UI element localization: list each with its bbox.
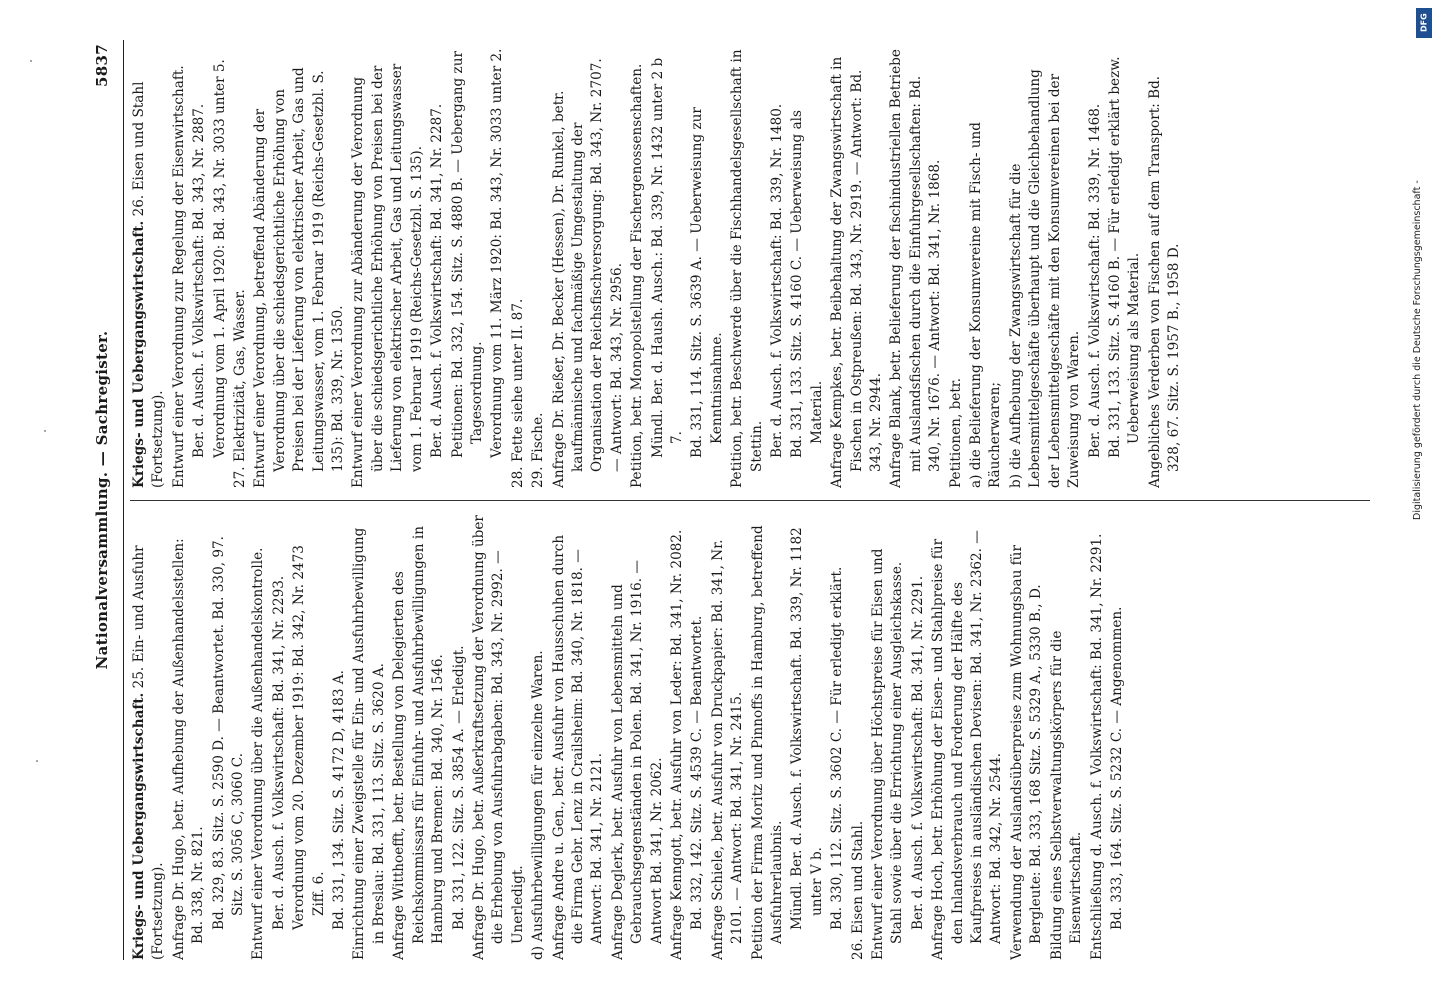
left-entry: Anfrage Dr. Hugo, betr. Aufhebung der Außenhandelsstellen: Bd. 338, Nr. 821. [170,538,207,960]
right-entry: Anfrage Blank, betr. Belieferung der fischindustriellen Betriebe mit Auslandsfischen durch die Einfuhrgesellschaften: Bd. 340, Nr. 1676. — Antwort: Bd. 341, Nr. 1868. [888,49,944,488]
right-entry: Verordnung vom 1. April 1920: Bd. 343, Nr. 3033 unter 5. [211,59,228,458]
right-entry: a) die Belieferung der Konsumvereine mit Fisch- und Räucherwaren; [968,122,1004,488]
left-heading-bold: Kriegs- und Uebergangswirtschaft. [131,692,147,960]
scan-speck [44,430,46,432]
left-column-heading [130,515,169,960]
left-entry: d) Ausfuhrbewilligungen für einzelne Waren. [530,650,547,960]
left-entry: Anfrage Hoch, betr. Erhöhung der Eisen- und Stahlpreise für den Inlandsverbrauch und Forderung der Hälfte des Kaufpreises in ausländischen Devisen: Bd. 341, Nr. 2362. — Antwort: Bd. 342, Nr. 2544. [930,530,1005,960]
right-entry: Entwurf einer Verordnung zur Abänderung der Verordnung über die schiedsgerichtliche Erhöhung von Preisen bei der Lieferung von elektrischer Arbeit, Gas und Leitungswasser vom 1. Februar 1919 (Reichs-Gesetzbl. S. 135). [350,63,425,488]
left-entry: Bd. 331, 122. Sitz. S. 3854 A. — Erledigt. [450,645,467,930]
text-columns [130,40,1370,960]
left-entry: 26. Eisen und Stahl. [849,820,866,960]
right-entry: Verordnung vom 11. März 1920: Bd. 343, Nr. 3033 unter 2. [489,48,506,458]
right-entry: Ber. d. Ausch. f. Volkswirtschaft: Bd. 339, Nr. 1480. [769,103,785,458]
funding-note-text: Digitalisierung gefördert durch die Deutsche Forschungsgemeinschaft - [1412,180,1423,520]
left-entries [170,515,1128,960]
right-entry: Bd. 331, 133. Sitz. S. 4160 B. — Für erledigt erklärt bezw. Ueberweisung als Material. [1106,56,1143,458]
right-entry: Entwurf einer Verordnung zur Regelung der Eisenwirtschaft. [170,65,187,488]
left-entry: Anfrage Andre u. Gen., betr. Ausfuhr von Hausschuhen durch die Firma Gebr. Lenz in Crailsheim: Bd. 340, Nr. 1818. — Antwort: Bd. 341, Nr. 2121. [550,534,606,960]
left-entry: Entschließung d. Ausch. f. Volkswirtschaft: Bd. 341, Nr. 2291. [1088,533,1105,960]
running-head [85,40,124,960]
right-entry: Petitionen: Bd. 332, 154. Sitz. S. 4880 B. — Uebergang zur Tagesordnung. [449,51,485,458]
right-entry: 27. Elektrizität, Gas, Wasser. [232,289,249,488]
right-entry: 29. Fische. [530,412,547,488]
right-entry: Bd. 331, 114. Sitz. S. 3639 A. — Ueberweisung zur Kenntnisnahme. [689,107,725,458]
left-entry: Anfrage Schiele, betr. Ausfuhr von Druckpapier: Bd. 341, Nr. 2101. — Antwort: Bd. 341, Nr. 2415. [709,539,746,960]
right-heading-bold: Kriegs- und Uebergangswirtschaft. [131,220,147,488]
left-entry: Bd. 332, 142. Sitz. S. 4539 C. — Beantwortet. [689,615,706,930]
left-entry: Entwurf einer Verordnung über die Außenhandelskontrolle. [250,547,267,960]
left-entry: Bildung eines Selbstverwaltungskörpers für die Eisenwirtschaft. [1048,630,1085,960]
right-entry: Anfrage Kempkes, betr. Beibehaltung der Zwangswirtschaft in Fischen in Ostpreußen: Bd. 343, Nr. 2919. — Antwort: Bd. 343, Nr. 2944. [829,56,885,488]
right-entry: Bd. 331, 133. Sitz. S. 4160 C. — Ueberweisung als Material. [789,109,825,458]
page-title: Nationalversammlung. — Sachregister. [93,330,111,670]
left-entry: Bd. 333, 164. Sitz. S. 5232 C. — Angenommen. [1108,606,1125,930]
page-number: 5837 [93,44,111,87]
left-entry: Petition der Firma Moritz und Pinnoffs in Hamburg, betreffend Ausfuhrerlaubnis. [749,525,785,960]
left-entry: Verordnung vom 20. Dezember 1919: Bd. 342, Nr. 2473 Ziff. 6. [291,545,327,930]
left-entry: Anfrage Deglerk, betr. Ausfuhr von Lebensmitteln und Gebrauchsgegenständen in Polen. Bd. 341, Nr. 1916. — Antwort Bd. 341, Nr. 2062. [609,560,665,960]
right-entry: 28. Fette siehe unter II. 87. [509,298,526,488]
right-entry: Petitionen, betr. [947,377,964,488]
left-entry: Anfrage Dr. Hugo, betr. Außerkraftsetzung der Verordnung über die Erhebung von Ausfuhrabgaben: Bd. 343, Nr. 2992. — Unerledigt. [470,515,526,960]
scan-speck [36,760,38,762]
right-entry: Petition, betr. Beschwerde über die Fischhandelsgesellschaft in Stettin. [729,49,765,488]
right-entry: Ber. d. Ausch. f. Volkswirtschaft: Bd. 339, Nr. 1468. [1086,103,1103,458]
column-divider [130,500,1370,501]
right-column-heading [130,43,169,488]
right-entry: Anfrage Dr. Rießer, Dr. Becker (Hessen), Dr. Runkel, betr. kaufmännische und fachmäßige Umgestaltung der Organisation der Reichsfischversorgung: Bd. 343, Nr. 2707. — Antwort: Bd. 343, Nr. 2956. [550,58,625,488]
left-entry: Entwurf einer Verordnung über Höchstpreise für Eisen und Stahl sowie über die Errichtung einer Ausgleichskasse. [870,548,906,960]
right-heading-rest: 26. Eisen und Stahl (Fortsetzung). [131,81,167,488]
left-entry: Ber. d. Ausch. f. Volkswirtschaft: Bd. 341, Nr. 2291. [909,575,926,930]
right-entry: Angebliches Verderben von Fischen auf dem Transport: Bd. 328, 67. Sitz. S. 1957 B., 1958 D. [1146,75,1183,488]
left-entry: Mündl. Ber. d. Ausch. f. Volkswirtschaft. Bd. 339, Nr. 1182 unter V b. [789,527,825,930]
right-entries [170,43,1185,488]
right-column [130,43,1370,488]
left-entry: Bd. 331, 134. Sitz. S. 4172 D, 4183 A. [331,670,348,930]
left-column [130,515,1370,960]
left-heading-rest: 25. Ein- und Ausfuhr (Fortsetzung). [131,545,167,960]
left-entry: Bd. 330, 112. Sitz. S. 3602 C. — Für erledigt erklärt. [829,566,846,930]
right-entry: b) die Aufhebung der Zwangswirtschaft für die Lebensmittelgeschäfte überhaupt und die Gleichbehandlung der Lebensmittelgeschäfte mit den Konsumvereinen bei der Zuweisung von Waren. [1007,69,1083,488]
dfg-logo: DFG [1416,8,1432,38]
left-entry: Verwendung der Auslandsüberpreise zum Wohnungsbau für Bergleute: Bd. 333, 168 Sitz. S. 5329 A., 5330 B., D. [1008,545,1045,960]
right-entry: Petition, betr. Monopolstellung der Fischergenossenschaften. [629,63,646,488]
right-entry: Ber. d. Ausch. f. Volkswirtschaft: Bd. 341, Nr. 2287. [429,103,446,458]
left-entry: Anfrage Kenngott, betr. Ausfuhr von Leder: Bd. 341, Nr. 2082. [668,529,685,960]
right-entry: Mündl. Ber. d. Haush. Ausch.: Bd. 339, Nr. 1432 unter 2 b 7. [649,57,685,458]
left-entry: Anfrage Witthoefft, betr. Bestellung von Delegierten des Reichskommissars für Einfuhr- und Ausfuhrbewilligungen in Hamburg und Bremen: Bd. 340, Nr. 1546. [391,526,447,960]
left-entry: Einrichtung einer Zweigstelle für Ein- und Ausfuhrbewilligung in Breslau: Bd. 331, 113. Sitz. S. 3620 A. [351,527,387,960]
rotated-page-content [85,40,1375,960]
left-entry: Ber. d. Ausch. f. Volkswirtschaft: Bd. 341, Nr. 2293. [270,575,287,930]
left-entry: Bd. 329, 83. Sitz. S. 2590 D. — Beantwortet. Bd. 330, 97. Sitz. S. 3056 C, 3060 C. [210,536,247,930]
right-entry: Ber. d. Ausch. f. Volkswirtschaft: Bd. 343, Nr. 2887. [191,103,208,458]
right-entry: Entwurf einer Verordnung, betreffend Abänderung der Verordnung über die schiedsgerichtliche Erhöhung von Preisen bei der Lieferung von elektrischer Arbeit, Gas und Leitungswasser, vom 1. Februar 1919 (Reichs-Gesetzbl. S. 135): Bd. 339, Nr. 1350. [252,67,347,488]
scan-speck [30,60,32,62]
